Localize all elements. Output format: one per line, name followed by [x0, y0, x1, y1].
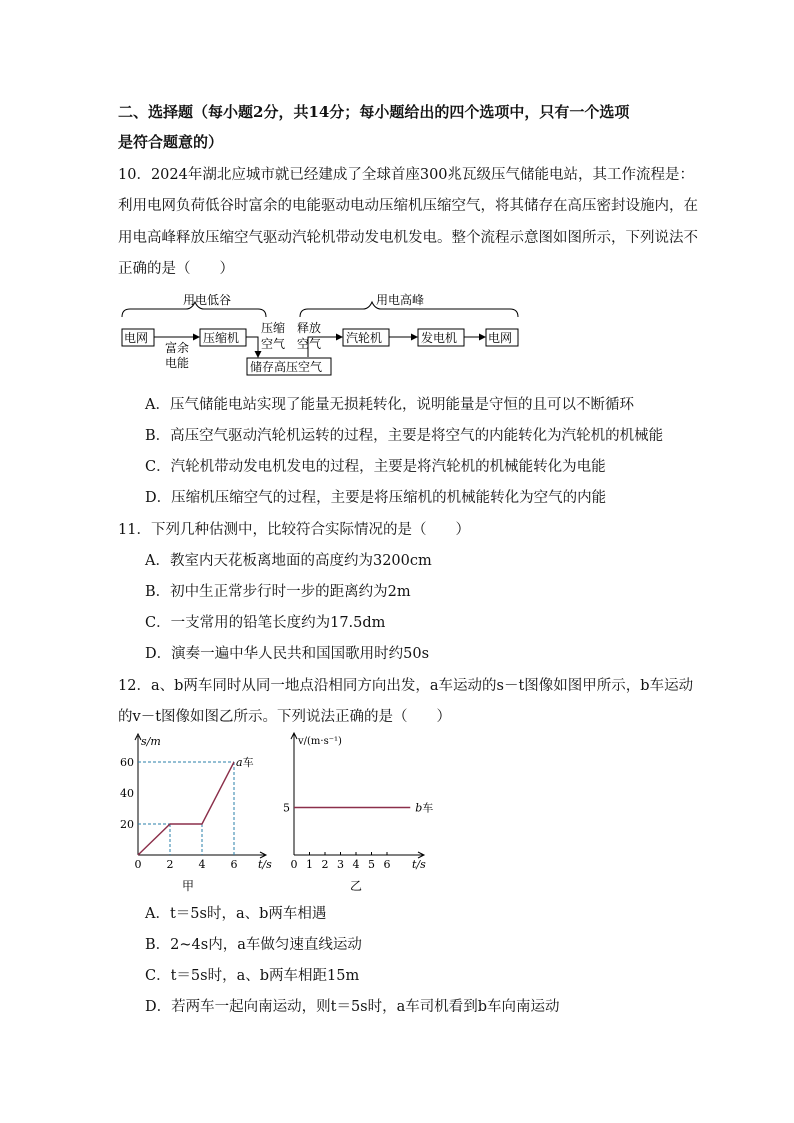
release-label-1: 释放 [297, 321, 322, 335]
y-axis-label: s/m [141, 735, 161, 748]
x-tick-label: 6 [230, 858, 238, 871]
grid-box-1: 电网 [124, 331, 149, 345]
q12-option-b: B．2~4s内，a车做匀速直线运动 [145, 937, 362, 953]
q11-option-a: A．教室内天花板离地面的高度约为3200cm [145, 553, 432, 569]
x-tick-label: 6 [383, 858, 391, 871]
chart-yi-caption: 乙 [350, 879, 363, 893]
compressor-box: 压缩机 [203, 331, 240, 345]
chart-yi-vt [284, 730, 444, 895]
y-tick-label: 40 [120, 787, 134, 800]
section-title-line1: 二、选择题（每小题2分，共14分；每小题给出的四个选项中，只有一个选项 [118, 103, 630, 121]
compress-label-2: 空气 [261, 337, 286, 351]
x-tick-label: 4 [352, 858, 360, 871]
compress-label-1: 压缩 [261, 321, 286, 335]
series-a-label: a车 [236, 756, 254, 769]
turbine-box: 汽轮机 [346, 331, 383, 345]
q10-option-c: C．汽轮机带动发电机发电的过程，主要是将汽轮机的机械能转化为电能 [145, 459, 606, 475]
x-tick-label: 1 [306, 858, 313, 871]
chart-jia-caption: 甲 [182, 879, 195, 893]
q10-option-a: A．压气储能电站实现了能量无损耗转化，说明能量是守恒的且可以不断循环 [145, 397, 634, 413]
series-a-line [138, 762, 234, 855]
storage-box: 储存高压空气 [250, 360, 323, 374]
y-tick-label: 20 [120, 818, 134, 831]
x-tick-label: 0 [134, 858, 142, 871]
energy-flow-diagram [118, 290, 538, 380]
low-label: 用电低谷 [183, 293, 232, 307]
q12-stem-line1: 12．a、b两车同时从同一地点沿相同方向出发，a车运动的s－t图像如图甲所示，b车运动 [118, 678, 694, 694]
grid-box-2: 电网 [488, 331, 513, 345]
q10-option-b: B．高压空气驱动汽轮机运转的过程，主要是将空气的内能转化为汽轮机的机械能 [145, 428, 664, 444]
y-axis-label: v/(m·s⁻¹) [298, 736, 342, 747]
x-tick-label: 0 [290, 858, 298, 871]
series-b-label: b车 [415, 801, 434, 815]
x-tick-label: 5 [368, 858, 375, 871]
release-label-2: 空气 [297, 337, 322, 351]
surplus-label-1: 富余 [165, 341, 190, 355]
x-tick-label: 4 [198, 858, 206, 871]
q10-option-d: D．压缩机压缩空气的过程，主要是将压缩机的机械能转化为空气的内能 [145, 490, 607, 506]
q12-option-a: A．t＝5s时，a、b两车相遇 [145, 906, 327, 922]
y-tick-label: 60 [120, 756, 134, 769]
q12-option-c: C．t＝5s时，a、b两车相距15m [145, 968, 360, 984]
q11-option-d: D．演奏一遍中华人民共和国国歌用时约50s [145, 646, 430, 662]
high-label: 用电高峰 [376, 293, 425, 307]
q10-stem-line3: 用电高峰释放压缩空气驱动汽轮机带动发电机发电。整个流程示意图如图所示，下列说法不 [118, 230, 698, 246]
q12-option-d: D．若两车一起向南运动，则t＝5s时，a车司机看到b车向南运动 [145, 999, 560, 1015]
q10-stem-line2: 利用电网负荷低谷时富余的电能驱动电动压缩机压缩空气，将其储存在高压密封设施内，在 [118, 198, 698, 214]
x-tick-label: 2 [321, 858, 329, 871]
q10-stem-line1: 10．2024年湖北应城市就已经建成了全球首座300兆瓦级压气储能电站，其工作流程是： [118, 167, 695, 183]
y-tick-label: 5 [283, 801, 290, 815]
q11-option-b: B．初中生正常步行时一步的距离约为2m [145, 584, 411, 600]
generator-box: 发电机 [421, 331, 458, 345]
q10-stem-line4: 正确的是（ ） [118, 261, 234, 277]
q11-stem: 11．下列几种估测中，比较符合实际情况的是（ ） [118, 522, 470, 538]
x-tick-label: 3 [337, 858, 344, 871]
x-tick-label: 2 [166, 858, 174, 871]
q12-stem-line2: 的v－t图像如图乙所示。下列说法正确的是（ ） [118, 709, 452, 725]
x-axis-label: t/s [412, 858, 426, 871]
chart-jia-st [118, 730, 278, 895]
section-title-line2: 是符合题意的） [118, 133, 224, 151]
q11-option-c: C．一支常用的铅笔长度约为17.5dm [145, 615, 386, 631]
surplus-label-2: 电能 [165, 356, 190, 370]
x-axis-label: t/s [258, 858, 272, 871]
